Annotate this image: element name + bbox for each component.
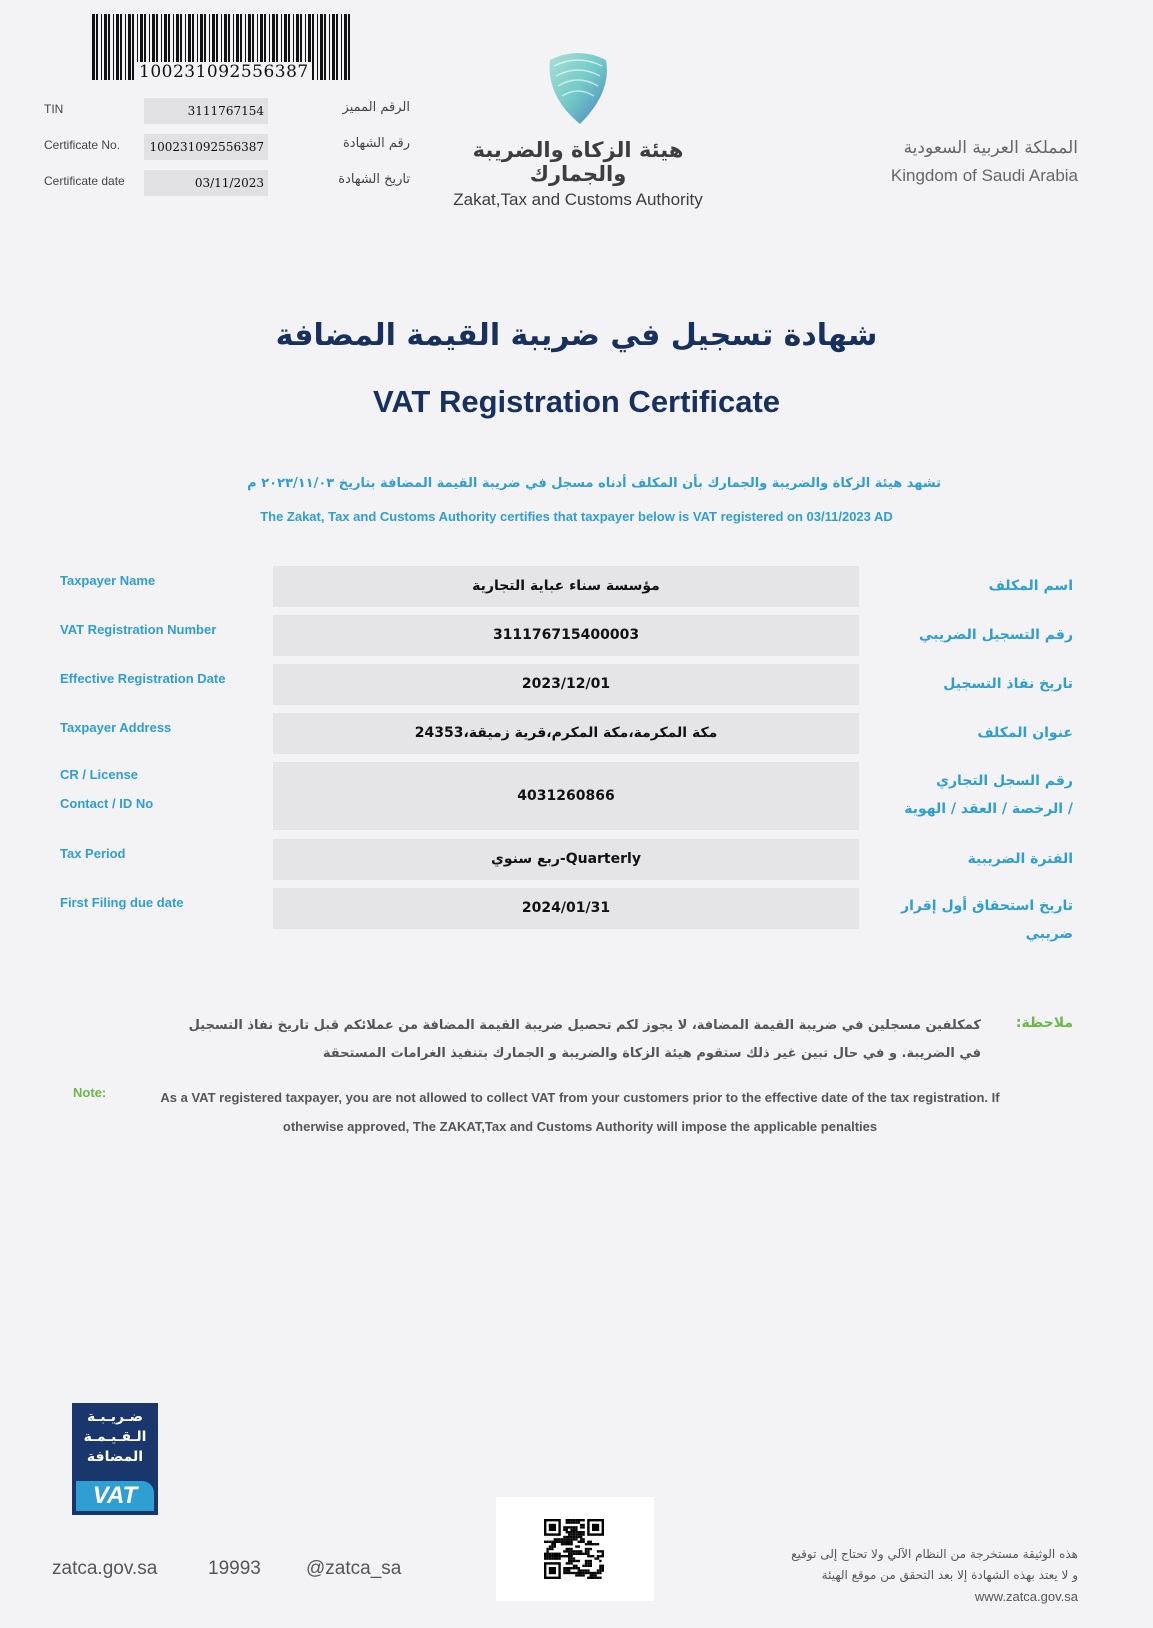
authority-name-en: Zakat,Tax and Customs Authority — [453, 190, 703, 209]
field-label-ar: رقم السجل التجاري — [936, 773, 1073, 789]
field-value: 311176715400003 — [273, 615, 859, 656]
meta-row-certificate-date — [42, 170, 410, 206]
vat-logo-icon — [72, 1403, 158, 1515]
certification-statement-ar: تشهد هيئة الزكاة والضريبة والجمارك بأن المكلف أدناه مسجل في ضريبة القيمة المضافة بتاريخ ٢٠٢٣/١١/٠٣ م — [247, 476, 941, 491]
meta-label-ar: تاريخ الشهادة — [338, 172, 410, 187]
field-label-ar-line2: ضريبي — [1025, 926, 1073, 942]
authority-name-ar: هيئة الزكاة والضريبة والجمارك — [472, 138, 684, 186]
footer-phone: 19993 — [208, 1558, 261, 1579]
field-label-ar-line2: / الرخصة / العقد / الهوية — [904, 801, 1073, 817]
field-label-ar: الفترة الضريبية — [967, 851, 1073, 867]
note-text-en: As a VAT registered taxpayer, you are not allowed to collect VAT from your customers prior to the effective date of the tax registration. If otherwise approved, The ZAKAT,Tax and Customs Authority will impose the applicable penalties — [160, 1090, 1000, 1134]
barcode-icon — [92, 14, 354, 84]
field-label-ar: اسم المكلف — [988, 578, 1073, 594]
footer-handle: @zatca_sa — [306, 1558, 402, 1579]
page-title-en: VAT Registration Certificate — [372, 384, 781, 419]
meta-row-tin — [42, 98, 410, 134]
field-label-ar: رقم التسجيل الضريبي — [919, 627, 1073, 643]
field-label-en: VAT Registration Number — [60, 622, 217, 637]
zatca-logo-icon — [540, 48, 616, 128]
page-title-ar: شهادة تسجيل في ضريبة القيمة المضافة — [275, 318, 878, 353]
field-value: 2024/01/31 — [273, 888, 859, 929]
barcode-number: 100231092556387 — [136, 62, 312, 82]
footer-website: zatca.gov.sa — [52, 1558, 158, 1579]
field-label-en: Tax Period — [60, 846, 126, 861]
field-label-en-line2: Contact / ID No — [60, 796, 154, 811]
meta-label-ar: الرقم المميز — [342, 100, 410, 115]
kingdom-name-ar: المملكة العربية السعودية — [903, 138, 1078, 158]
field-label-en: Effective Registration Date — [60, 671, 226, 686]
meta-label-en: TIN — [44, 102, 64, 116]
footer-disclaimer-url: www.zatca.gov.sa — [974, 1589, 1078, 1604]
note-label-ar: ملاحظة: — [1015, 1015, 1073, 1031]
note-label-en: Note: — [73, 1085, 107, 1100]
meta-row-certificate-no — [42, 134, 410, 170]
vat-logo-ar-line3: المضافة — [86, 1449, 144, 1465]
field-label-en: First Filing due date — [60, 895, 184, 910]
field-label-en: Taxpayer Address — [60, 720, 172, 735]
certificate-meta — [42, 98, 410, 206]
authority-header — [428, 48, 728, 210]
certification-statement-en: The Zakat, Tax and Customs Authority certifies that taxpayer below is VAT registered on 03/11/2023 AD — [260, 509, 893, 524]
kingdom-name-en: Kingdom of Saudi Arabia — [890, 166, 1078, 185]
vat-logo-en: VAT — [76, 1481, 154, 1511]
field-value: 2023/12/01 — [273, 664, 859, 705]
field-value: 4031260866 — [273, 762, 859, 830]
field-value: مكة المكرمة،مكة المكرم،قرية زميقة،24353 — [273, 713, 859, 754]
field-label-ar: تاريخ استحقاق أول إقرار — [901, 898, 1073, 914]
meta-value: 3111767154 — [144, 98, 268, 124]
field-value: ربع سنوي-Quarterly — [273, 839, 859, 880]
meta-label-en: Certificate No. — [44, 138, 121, 152]
footer-disclaimer — [678, 1544, 1078, 1607]
meta-label-ar: رقم الشهادة — [343, 136, 410, 151]
meta-value: 03/11/2023 — [144, 170, 268, 196]
field-label-en: Taxpayer Name — [60, 573, 156, 588]
footer-disclaimer-line1: هذه الوثيقة مستخرجة من النظام الآلي ولا تحتاج إلى توقيع — [791, 1547, 1078, 1561]
meta-value: 100231092556387 — [144, 134, 268, 160]
kingdom-header — [891, 138, 1078, 186]
field-label-en: CR / License — [60, 767, 139, 782]
meta-label-en: Certificate date — [44, 174, 125, 188]
field-value: مؤسسة سناء عباية التجارية — [273, 566, 859, 607]
footer-disclaimer-line2: و لا يعتد بهذه الشهادة إلا بعد التحقق من موقع الهيئة — [821, 1568, 1078, 1582]
qr-code-icon — [496, 1497, 654, 1601]
note-text-ar: كمكلفين مسجلين في ضريبة القيمة المضافة، لا يجوز لكم تحصيل ضريبة القيمة المضافة من عملائكم قبل تاريخ نفاذ التسجيل في الضريبة. و في حال تبين غير ذلك ستقوم هيئة الزكاة والضريبة و الجمارك بتنفيذ الغرامات المستحقة — [188, 1018, 981, 1061]
vat-logo-ar-line2: الـقـيـمـة — [83, 1429, 147, 1445]
field-label-ar: تاريخ نفاذ التسجيل — [943, 676, 1073, 692]
field-label-ar: عنوان المكلف — [977, 725, 1073, 741]
vat-logo-ar-line1: ضـريـبـة — [86, 1409, 144, 1425]
